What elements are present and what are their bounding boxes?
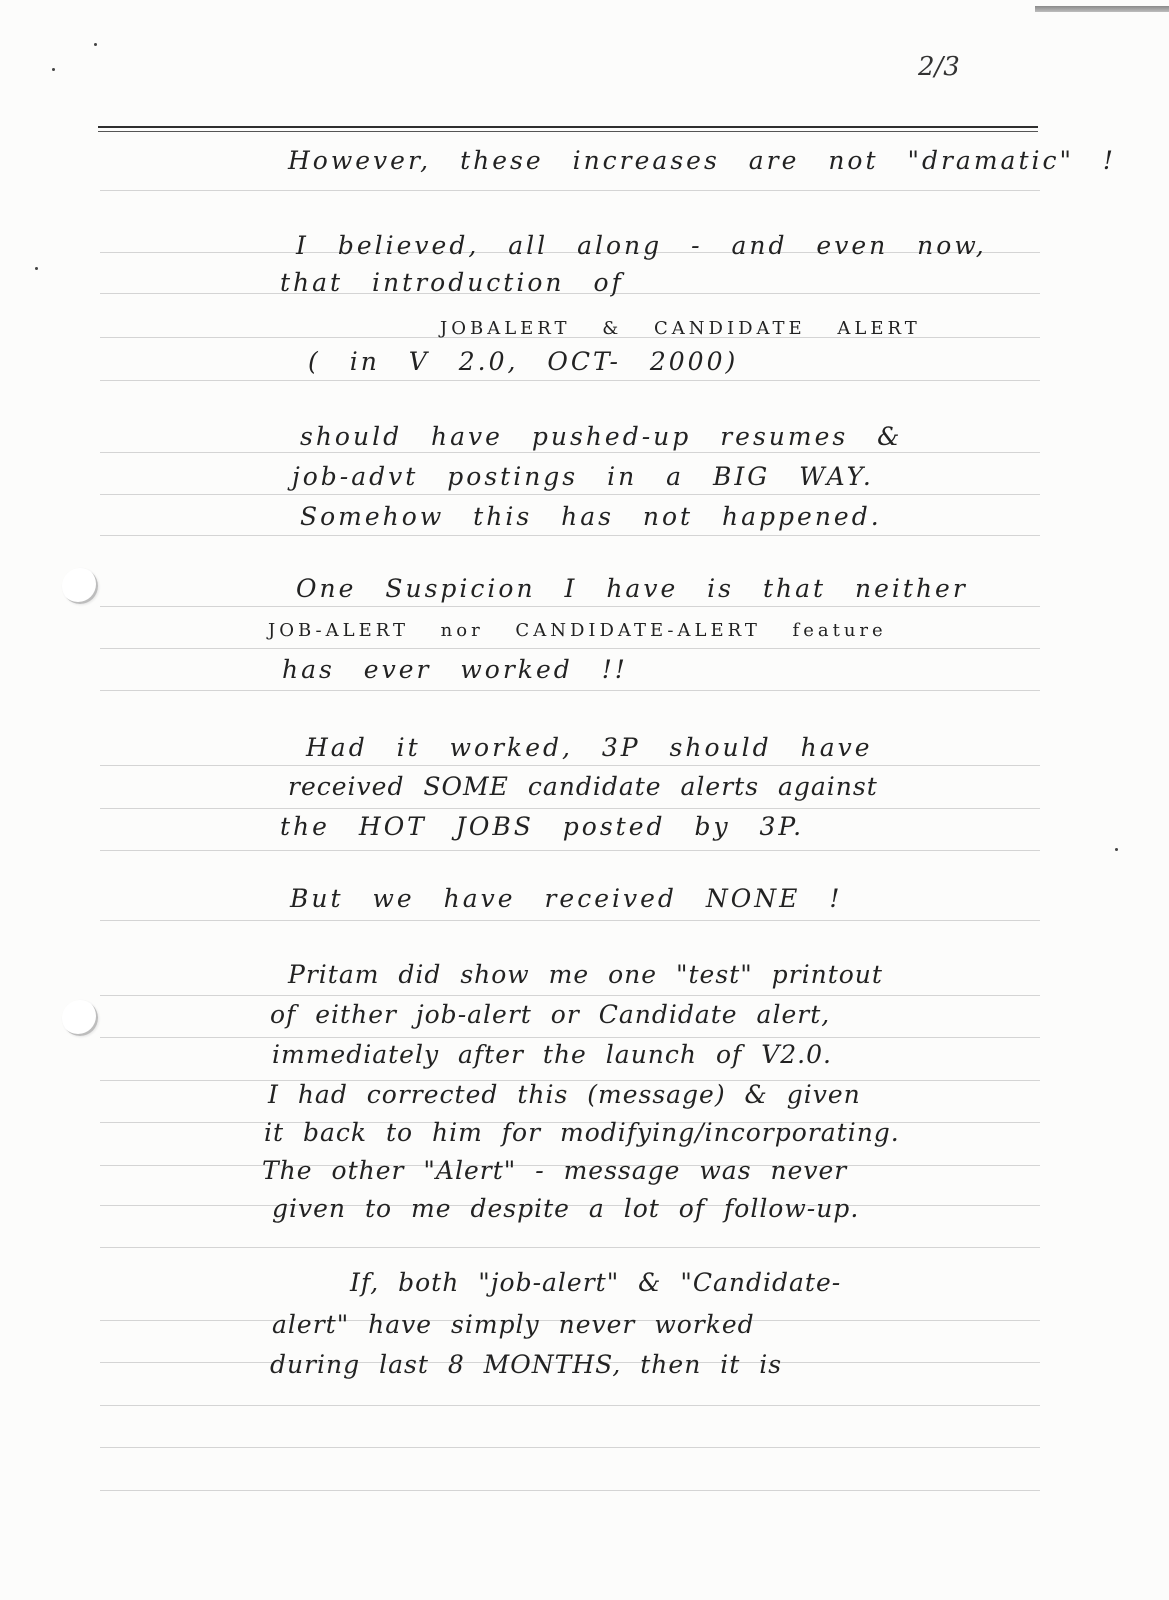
text-line: alert" have simply never worked [272,1310,755,1339]
scan-speck [35,267,38,270]
text-line: ( in V 2.0, OCT- 2000) [308,347,739,376]
ruled-line [100,494,1040,495]
ruled-line [100,1405,1040,1406]
punch-hole [62,568,98,604]
text-line: that introduction of [280,268,624,297]
ruled-line [100,535,1040,536]
ruled-line [100,1447,1040,1448]
text-line: JOB-ALERT nor CANDIDATE-ALERT feature [268,620,887,641]
text-line: it back to him for modifying/incorporating. [264,1118,900,1147]
text-line: Somehow this has not happened. [300,502,882,531]
scan-edge-mark [1035,6,1169,12]
ruled-line [100,765,1040,766]
text-line: I believed, all along - and even now, [296,231,987,260]
ruled-line [100,648,1040,649]
text-line: I had corrected this (message) & given [268,1080,861,1109]
ruled-line [100,690,1040,691]
text-line: of either job-alert or Candidate alert, [270,1000,831,1029]
text-line: during last 8 MONTHS, then it is [270,1350,783,1379]
ruled-line [100,380,1040,381]
header-rule [98,126,1038,132]
page-number: 2/3 [918,52,960,82]
ruled-line [100,920,1040,921]
ruled-line [100,995,1040,996]
scan-speck [94,43,97,46]
text-line: But we have received NONE ! [290,884,843,913]
text-line: However, these increases are not "dramatic" ! [288,146,1116,175]
text-line: has ever worked !! [282,655,628,684]
text-line: given to me despite a lot of follow-up. [272,1194,860,1223]
text-line: immediately after the launch of V2.0. [272,1040,832,1069]
text-line: should have pushed-up resumes & [300,422,903,451]
ruled-line [100,190,1040,191]
text-line: The other "Alert" - message was never [262,1156,848,1185]
ruled-line [100,1037,1040,1038]
ruled-line [100,606,1040,607]
ruled-line [100,850,1040,851]
text-line: the HOT JOBS posted by 3P. [280,812,805,841]
scan-speck [1115,848,1118,851]
text-line: received SOME candidate alerts against [288,772,878,801]
ruled-line [100,452,1040,453]
text-line: Had it worked, 3P should have [306,733,873,762]
punch-hole [62,1000,98,1036]
ruled-line [100,808,1040,809]
text-line: If, both "job-alert" & "Candidate- [350,1268,842,1297]
text-line: JOBALERT & CANDIDATE ALERT [440,318,921,339]
ruled-line [100,1490,1040,1491]
text-line: One Suspicion I have is that neither [296,574,968,603]
text-line: job-advt postings in a BIG WAY. [292,462,874,491]
text-line: Pritam did show me one "test" printout [288,960,883,989]
ruled-line [100,1247,1040,1248]
scan-speck [52,68,55,71]
